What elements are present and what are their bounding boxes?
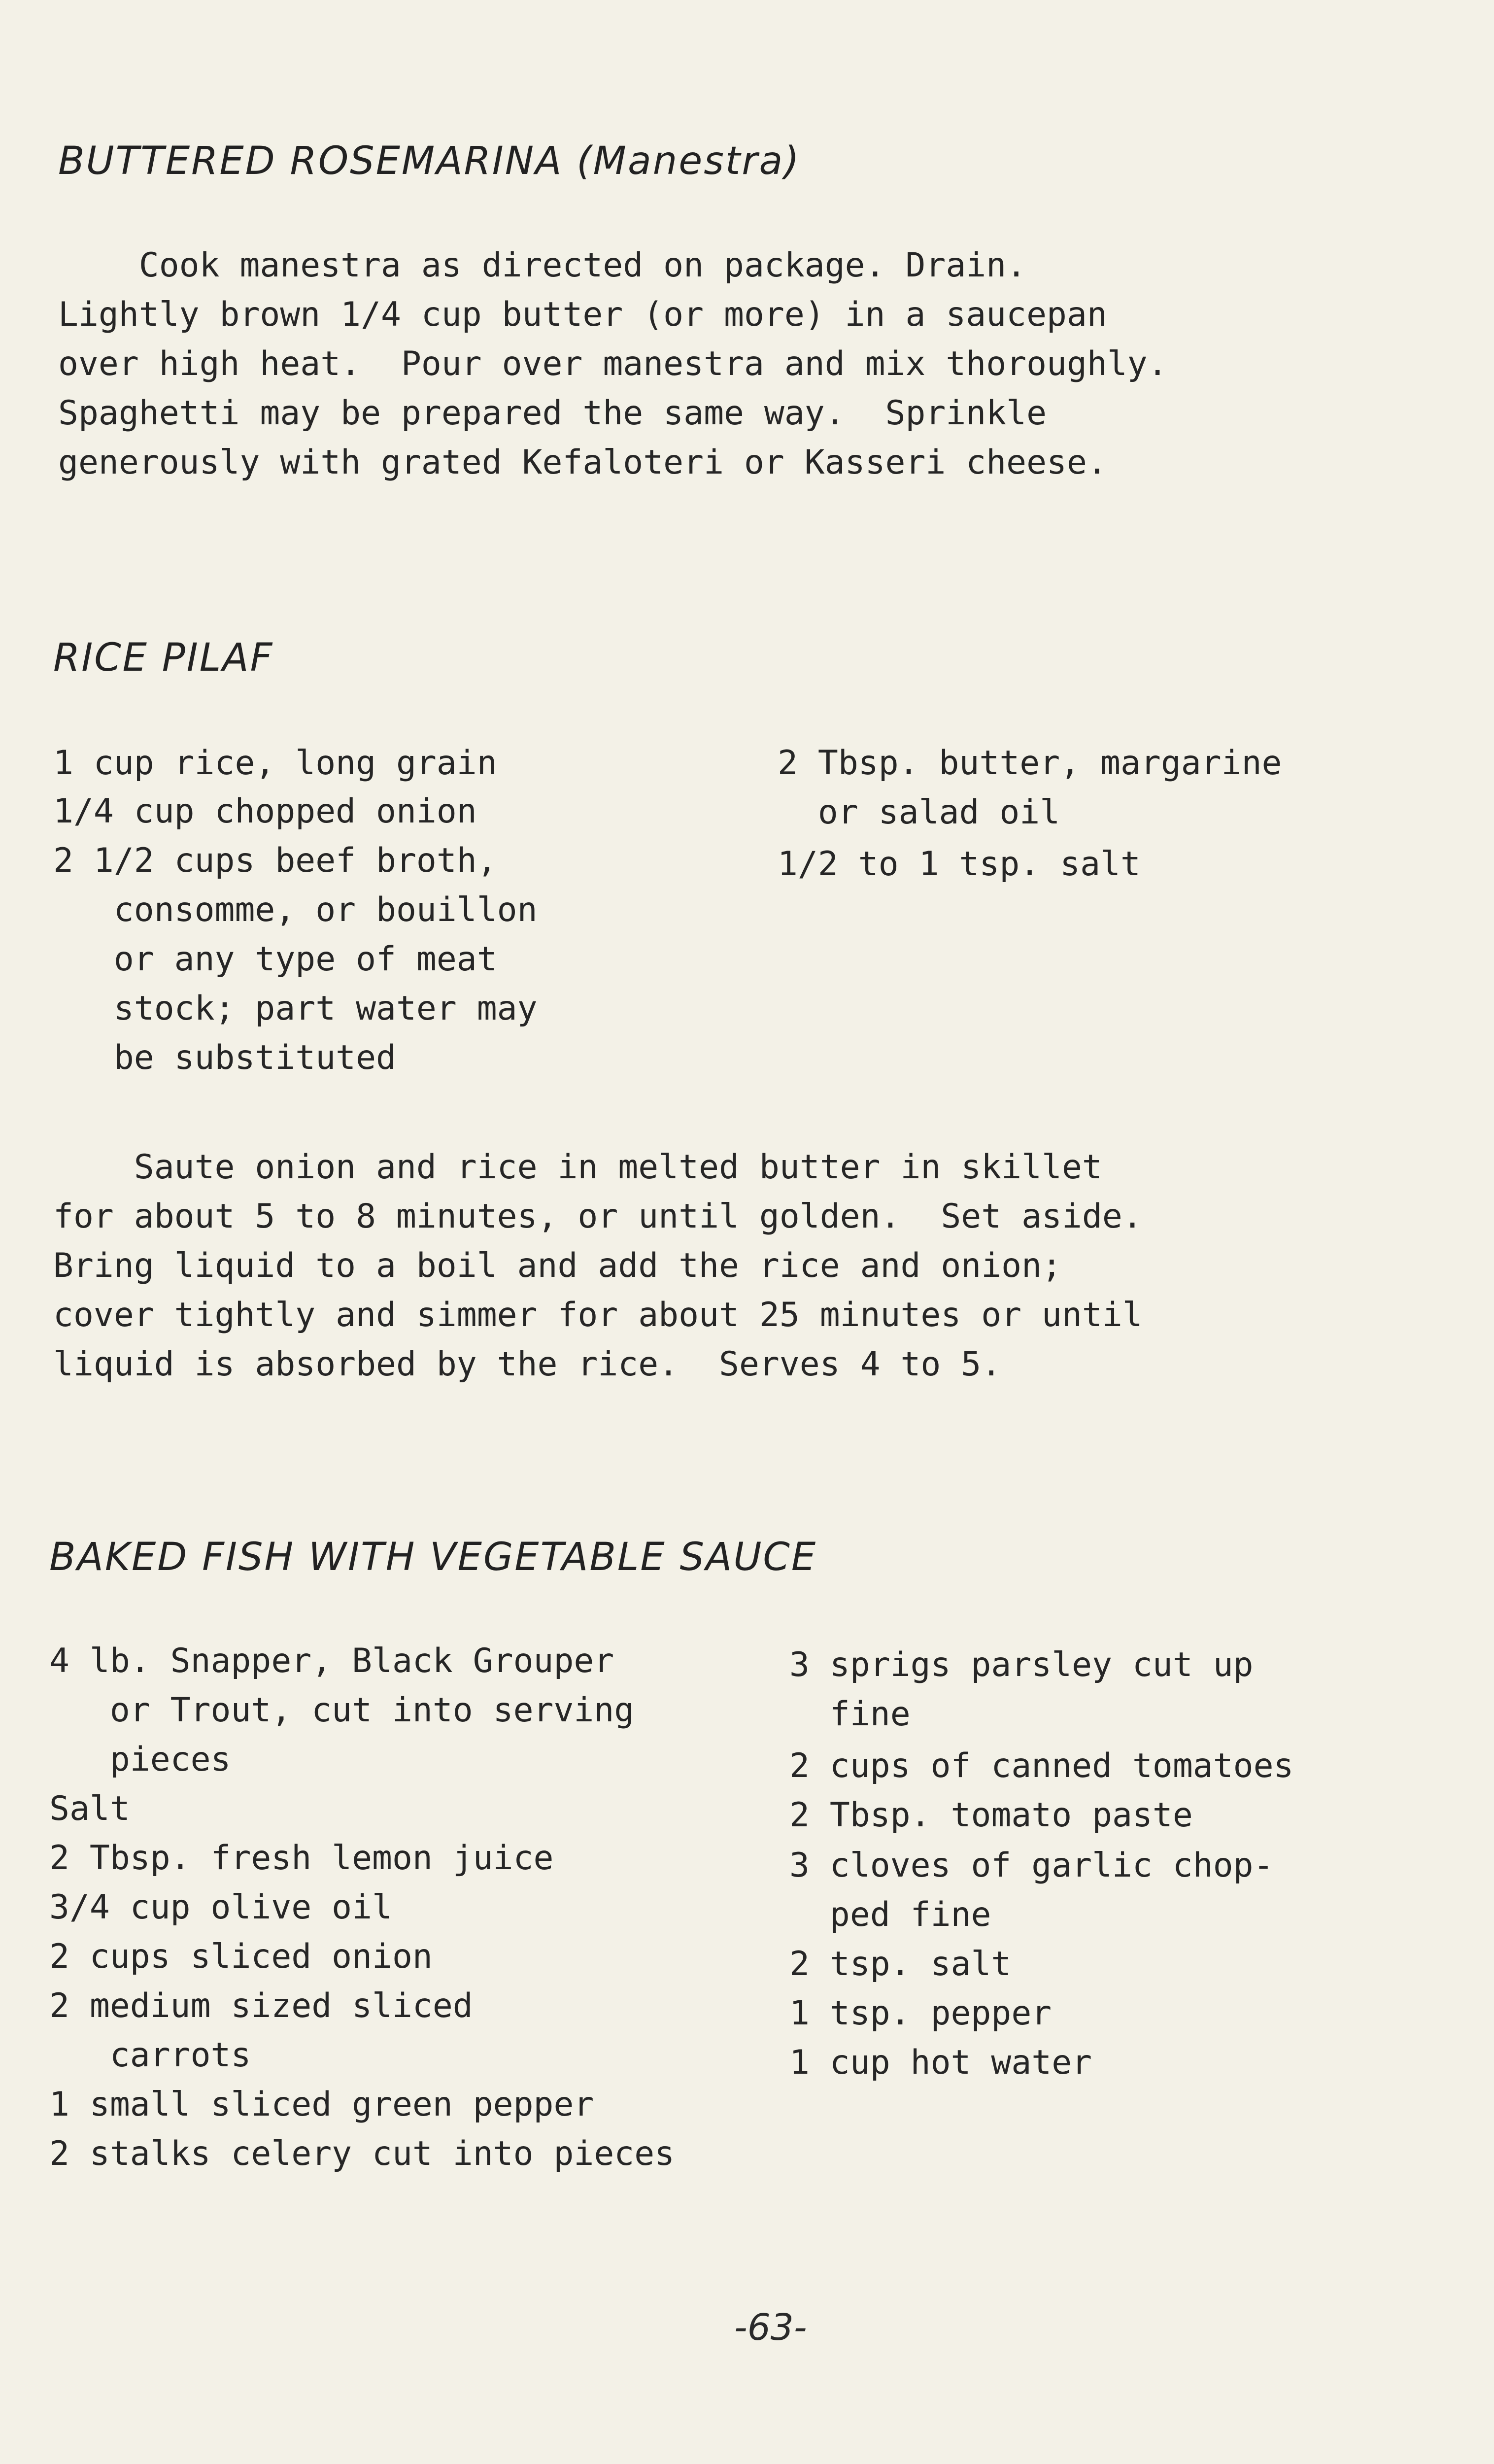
fish-ingredient: 2 Tbsp. tomato paste	[789, 1796, 1193, 1835]
pilaf-ingredient: 1 cup rice, long grain	[53, 744, 497, 783]
fish-ingredient: 3 sprigs parsley cut up	[789, 1645, 1254, 1684]
rosemarina-title: BUTTERED ROSEMARINA (Manestra)	[58, 139, 801, 183]
fish-ingredient: 1 tsp. pepper	[789, 1994, 1052, 2033]
fish-ingredient: 4 lb. Snapper, Black Grouper	[49, 1642, 614, 1680]
fish-ingredient: 3/4 cup olive oil	[49, 1888, 392, 1927]
fish-ingredient: 2 cups of canned tomatoes	[789, 1746, 1294, 1785]
pilaf-ingredient: consomme, or bouillon	[53, 890, 538, 929]
fish-ingredient: or Trout, cut into serving	[49, 1691, 635, 1730]
baked-fish-title: BAKED FISH WITH VEGETABLE SAUCE	[49, 1535, 817, 1579]
pilaf-direction: Bring liquid to a boil and add the rice and onion;	[53, 1246, 1062, 1285]
rosemarina-line: Spaghetti may be prepared the same way. Sprinkle	[58, 394, 1047, 433]
pilaf-direction: Saute onion and rice in melted butter in skillet	[53, 1148, 1102, 1187]
rosemarina-line: Lightly brown 1/4 cup butter (or more) in a saucepan	[58, 295, 1107, 334]
fish-ingredient: 1 small sliced green pepper	[49, 2085, 594, 2124]
pilaf-ingredient: 1/2 to 1 tsp. salt	[778, 845, 1141, 884]
fish-ingredient: pieces	[49, 1740, 231, 1779]
pilaf-ingredient: 2 1/2 cups beef broth,	[53, 841, 497, 880]
page-number: -63-	[734, 2306, 807, 2349]
pilaf-ingredient: stock; part water may	[53, 989, 538, 1028]
fish-ingredient: 2 tsp. salt	[789, 1945, 1012, 1984]
pilaf-direction: for about 5 to 8 minutes, or until golden. Set aside.	[53, 1197, 1143, 1236]
pilaf-ingredient: 2 Tbsp. butter, margarine	[778, 744, 1282, 783]
fish-ingredient: 2 cups sliced onion	[49, 1937, 433, 1976]
fish-ingredient: 2 stalks celery cut into pieces	[49, 2134, 675, 2173]
rosemarina-line: Cook manestra as directed on package. Drain.	[58, 246, 1027, 285]
pilaf-ingredient: or salad oil	[778, 793, 1060, 832]
fish-ingredient: 3 cloves of garlic chop-	[789, 1846, 1274, 1885]
rosemarina-line: over high heat. Pour over manestra and mix thoroughly.	[58, 344, 1168, 383]
fish-ingredient: 2 Tbsp. fresh lemon juice	[49, 1839, 554, 1878]
pilaf-ingredient: be substituted	[53, 1038, 396, 1077]
rosemarina-line: generously with grated Kefaloteri or Kasseri cheese.	[58, 443, 1107, 482]
fish-ingredient: 1 cup hot water	[789, 2043, 1092, 2082]
pilaf-ingredient: 1/4 cup chopped onion	[53, 792, 477, 831]
pilaf-ingredient: or any type of meat	[53, 940, 497, 979]
fish-ingredient: 2 medium sized sliced	[49, 1986, 473, 2025]
fish-ingredient: fine	[789, 1695, 911, 1734]
fish-ingredient: Salt	[49, 1789, 130, 1828]
pilaf-direction: cover tightly and simmer for about 25 minutes or until	[53, 1296, 1143, 1335]
fish-ingredient: ped fine	[789, 1895, 991, 1934]
fish-ingredient: carrots	[49, 2036, 251, 2075]
pilaf-title: RICE PILAF	[53, 636, 274, 680]
pilaf-direction: liquid is absorbed by the rice. Serves 4 to 5.	[53, 1345, 1002, 1384]
